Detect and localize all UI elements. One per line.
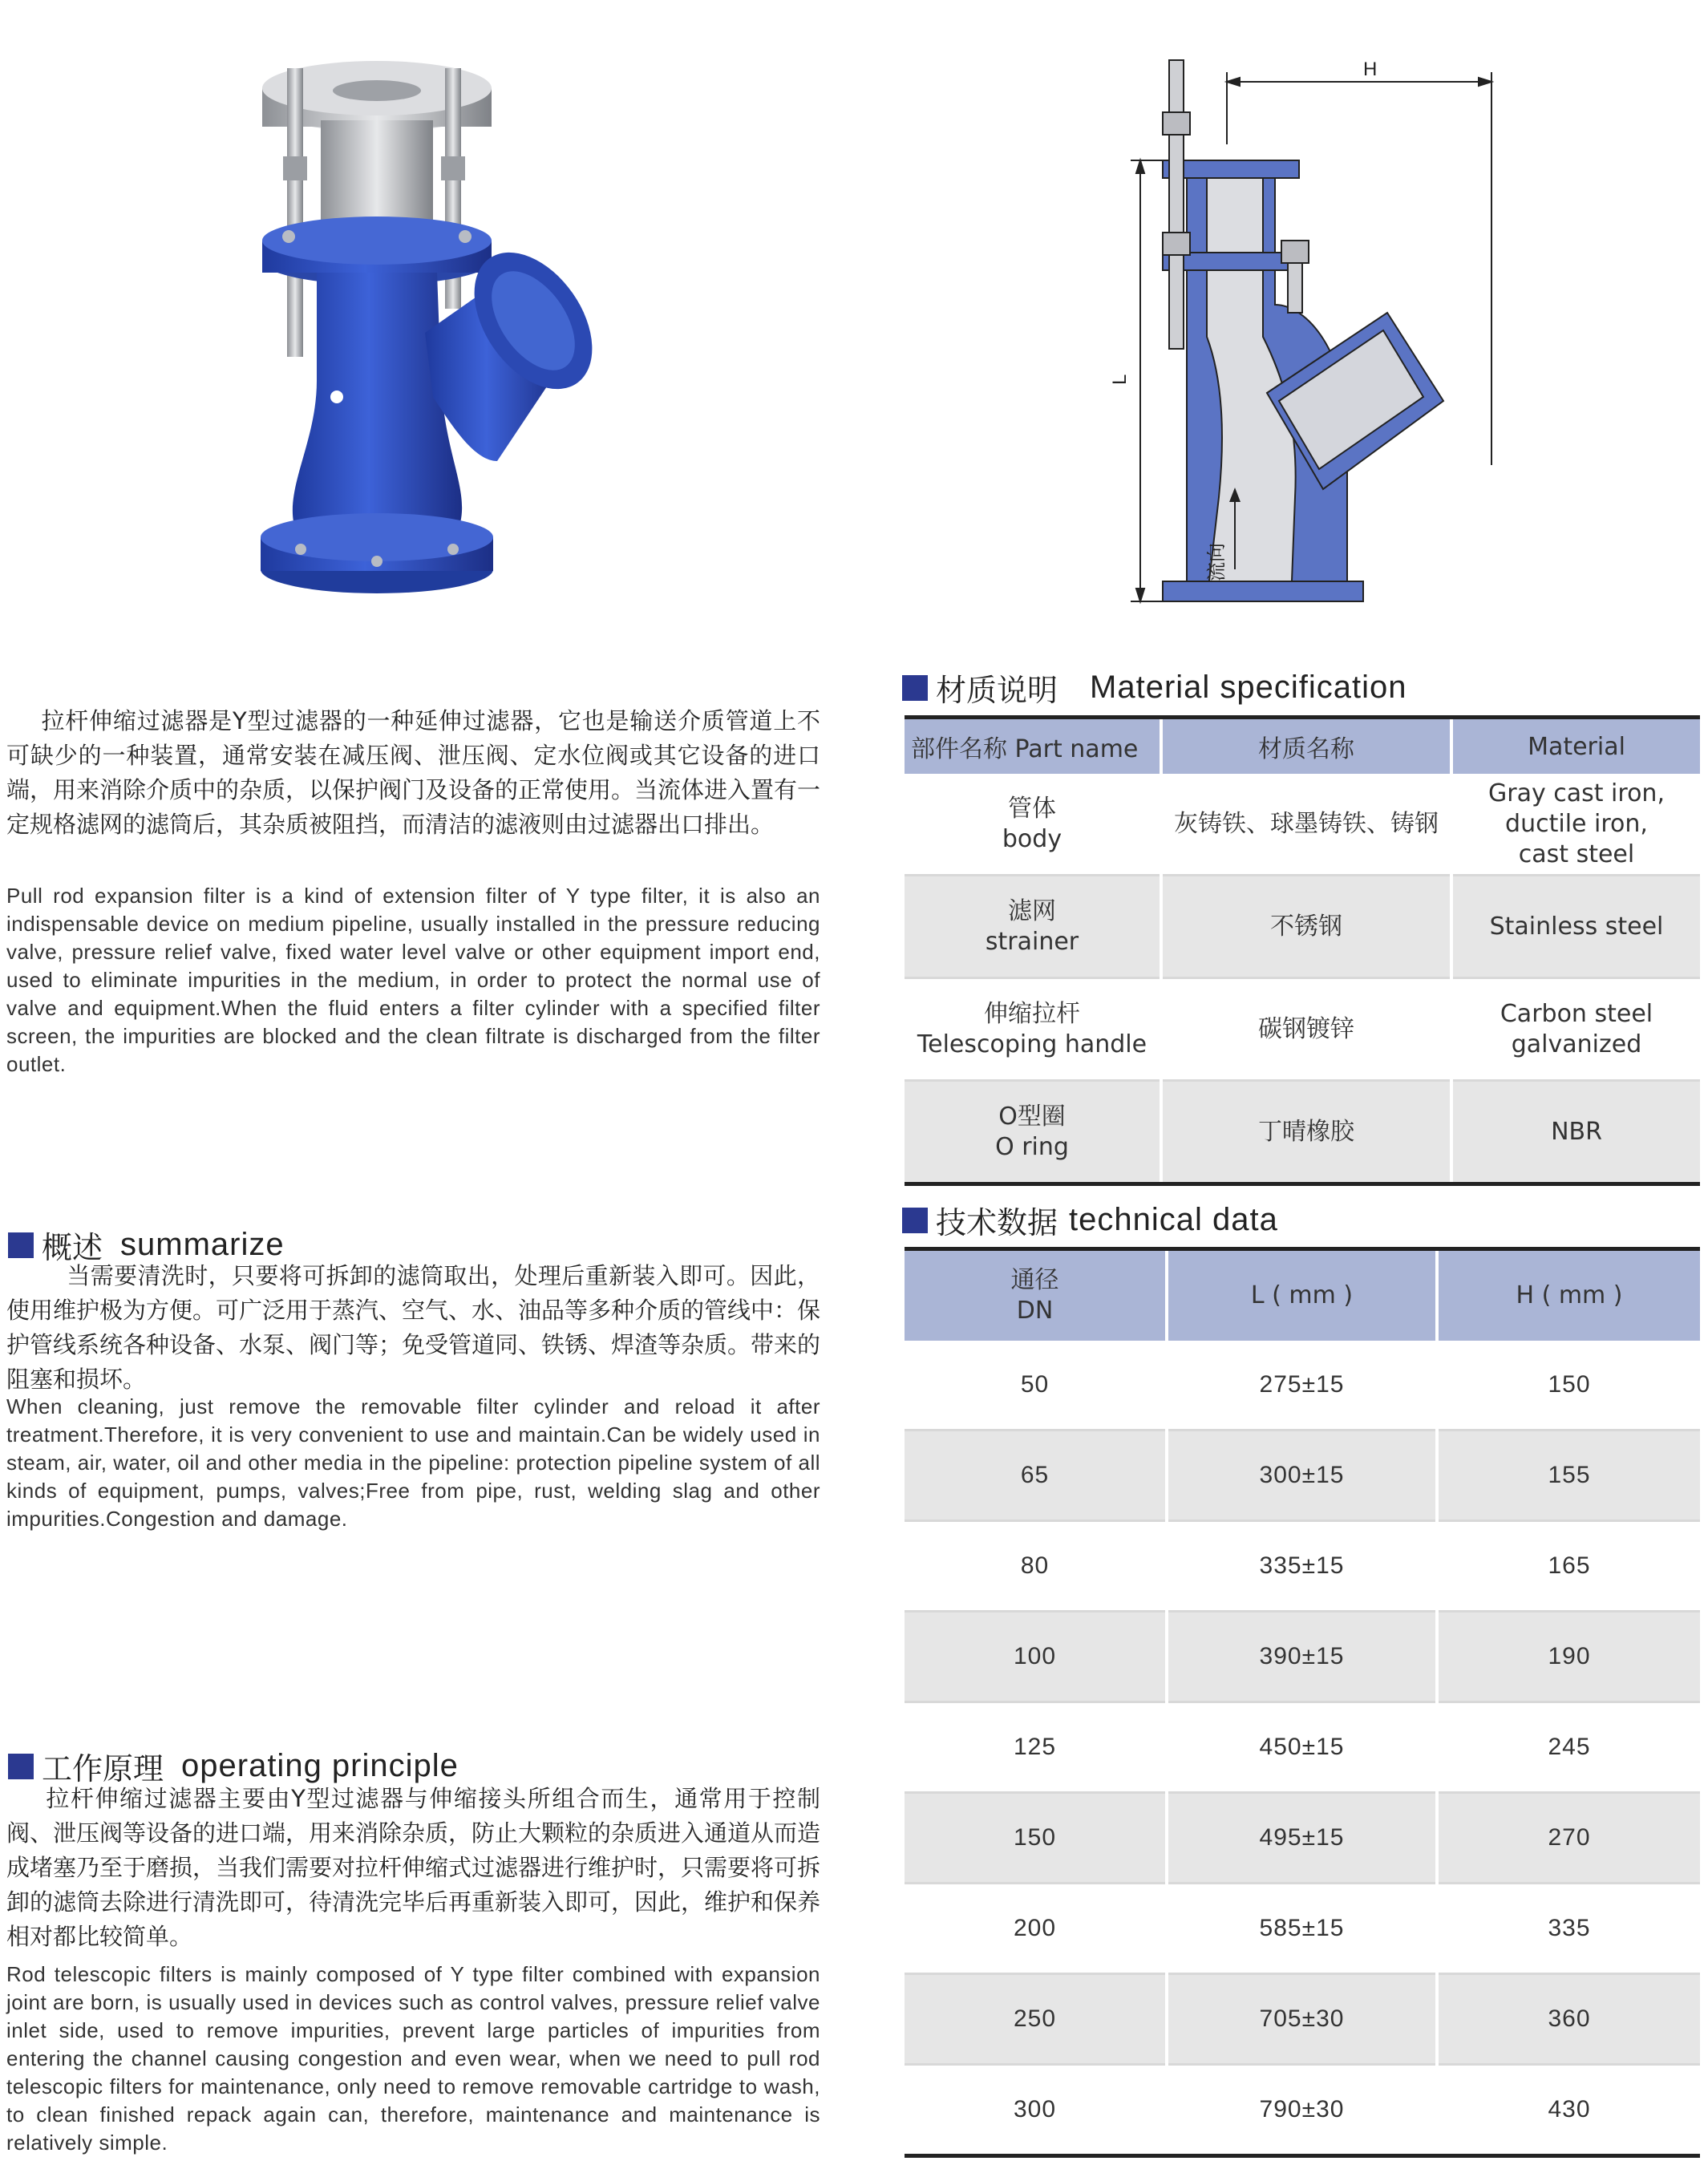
material-en: Carbon steel galvanized [1451, 978, 1700, 1081]
dn-cell: 200 [905, 1884, 1167, 1974]
material-cn: 碳钢镀锌 [1161, 978, 1451, 1081]
product-photo [241, 44, 642, 605]
dn-cell: 250 [905, 1974, 1167, 2065]
material-header-mat-en: Material [1451, 718, 1700, 775]
material-row [905, 774, 1700, 876]
tech-row [905, 1521, 1700, 1612]
l-cell: 495±15 [1167, 1793, 1437, 1884]
summarize-en-paragraph: When cleaning, just remove the removable filter cylinder and reload it after treatment.Therefore, it is very convenient to use and maintain.Can be widely used in steam, air, water, oil and other media in the pipeline: protection pipeline system of all kinds of equipment, pumps, valves;Free from pipe, rust, welding slag and other impurities.Congestion and damage. [6, 1394, 820, 1531]
dn-cell: 150 [905, 1793, 1167, 1884]
tech-header-l: L ( mm ) [1167, 1249, 1437, 1341]
intro-cn-paragraph: 拉杆伸缩过滤器是Y型过滤器的一种延伸过滤器，它也是输送介质管道上不可缺少的一种装置，通常安装在减压阀、泄压阀、定水位阀或其它设备的进口端，用来消除介质中的杂质，以保护阀门及设备的正常使用。当流体进入置有一定规格滤网的滤筒后，其杂质被阻挡，而清洁的滤液则由过滤器出口排出。 [6, 707, 821, 838]
part-name-en: strainer [985, 927, 1079, 956]
principle-cn-paragraph: 拉杆伸缩过滤器主要由Y型过滤器与伸缩接头所组合而生，通常用于控制阀、泄压阀等设备的进口端，用来消除杂质，防止大颗粒的杂质进入通道从而造成堵塞乃至于磨损，当我们需要对拉杆伸缩式过滤器进行维护时，只需要将可拆卸的滤筒去除进行清洗即可，待清洗完毕后再重新装入即可，因此，维护和保养相对都比较简单。 [6, 1785, 821, 1950]
material-table [905, 715, 1700, 1186]
part-name-cn: O型圈 [998, 1102, 1066, 1131]
flow-direction-label: 流向 [1205, 543, 1228, 581]
section-square-icon [902, 1208, 928, 1233]
l-cell: 790±30 [1167, 2065, 1437, 2156]
material-cn: 丁晴橡胶 [1161, 1081, 1451, 1184]
dn-cell: 100 [905, 1612, 1167, 1702]
h-cell: 335 [1437, 1884, 1700, 1974]
intro-en-paragraph: Pull rod expansion filter is a kind of extension filter of Y type filter, it is also an indispensable device on medium pipeline, usually installed in the pressure reducing valve, pressure relief valve, fixed water level valve or other equipment import end, used to eliminate impurities in the medium, in order to protect the normal use of valve and equipment.When the fluid enters a filter cylinder with a specified filter screen, the impurities are blocked and the clean filtrate is discharged from the filter outlet. [6, 884, 820, 1076]
material-en: Gray cast iron, ductile iron, cast steel [1451, 774, 1700, 876]
dn-cell: 80 [905, 1521, 1167, 1612]
part-name-cn: 伸缩拉杆 [984, 999, 1080, 1028]
l-cell: 585±15 [1167, 1884, 1437, 1974]
h-cell: 430 [1437, 2065, 1700, 2156]
tech-title-en: technical data [1069, 1202, 1278, 1237]
material-title-cn: 材质说明 [936, 673, 1058, 708]
summarize-title-cn: 概述 [42, 1230, 103, 1265]
material-heading [902, 666, 1407, 710]
h-cell: 190 [1437, 1612, 1700, 1702]
tech-table [905, 1247, 1700, 2158]
h-cell: 270 [1437, 1793, 1700, 1884]
tech-row [905, 1793, 1700, 1884]
summarize-title-en: summarize [120, 1227, 285, 1262]
section-square-icon [8, 1232, 34, 1258]
tech-row [905, 1341, 1700, 1431]
dimension-l-label: L [1109, 374, 1131, 385]
tech-row [905, 1431, 1700, 1521]
dn-cell: 65 [905, 1431, 1167, 1521]
tech-row [905, 1612, 1700, 1702]
principle-title-cn: 工作原理 [42, 1751, 164, 1787]
section-square-icon [902, 675, 928, 701]
part-name-cn: 管体 [1008, 794, 1056, 823]
h-cell: 155 [1437, 1431, 1700, 1521]
l-cell: 705±30 [1167, 1974, 1437, 2065]
tech-title-cn: 技术数据 [936, 1205, 1058, 1240]
material-en: NBR [1451, 1081, 1700, 1184]
tech-header-dn: 通径 DN [905, 1249, 1167, 1341]
l-cell: 335±15 [1167, 1521, 1437, 1612]
h-cell: 360 [1437, 1974, 1700, 2065]
material-cn: 灰铸铁、球墨铸铁、铸钢 [1161, 774, 1451, 876]
tech-row [905, 1974, 1700, 2065]
material-title-en: Material specification [1090, 670, 1407, 705]
dn-cell: 50 [905, 1341, 1167, 1431]
l-cell: 450±15 [1167, 1702, 1437, 1793]
tech-header-h: H ( mm ) [1437, 1249, 1700, 1341]
part-name-en: body [1002, 824, 1062, 853]
dimension-h-label: H [1363, 59, 1378, 80]
summarize-cn-paragraph: 当需要清洗时，只要将可拆卸的滤筒取出，处理后重新装入即可。因此，使用维护极为方便。可广泛用于蒸汽、空气、水、油品等多种介质的管线中：保护管线系统各种设备、水泵、阀门等；免受管道同、铁锈、焊渣等杂质。带来的阻塞和损坏。 [6, 1262, 821, 1393]
material-en: Stainless steel [1451, 876, 1700, 978]
l-cell: 390±15 [1167, 1612, 1437, 1702]
l-cell: 275±15 [1167, 1341, 1437, 1431]
part-name-cn: 滤网 [1008, 896, 1056, 925]
principle-title-en: operating principle [181, 1748, 459, 1783]
tech-row [905, 1702, 1700, 1793]
tech-heading [902, 1198, 1278, 1242]
material-row [905, 1081, 1700, 1184]
tech-header-row [905, 1249, 1700, 1341]
h-cell: 150 [1437, 1341, 1700, 1431]
material-header-mat-cn: 材质名称 [1161, 718, 1451, 775]
principle-en-paragraph: Rod telescopic filters is mainly composed of Y type filter combined with expansion joint are born, is usually used in devices such as control valves, pressure relief valve inlet side, used to remove impurities, prevent large particles of impurities from entering the channel causing congestion and even wear, when we need to pull rod telescopic filters for maintenance, only need to remove removable cartridge to wash, to clean finished repack again can, therefore, maintenance and maintenance is relatively simple. [6, 1962, 820, 2155]
h-cell: 165 [1437, 1521, 1700, 1612]
material-row [905, 978, 1700, 1081]
section-square-icon [8, 1754, 34, 1779]
dn-cell: 300 [905, 2065, 1167, 2156]
tech-row [905, 2065, 1700, 2156]
technical-drawing [1107, 48, 1524, 617]
part-name-en: Telescoping handle [917, 1030, 1147, 1058]
dn-cell: 125 [905, 1702, 1167, 1793]
material-header-part: 部件名称 Part name [905, 718, 1161, 775]
material-row [905, 876, 1700, 978]
material-header-row [905, 718, 1700, 775]
material-cn: 不锈钢 [1161, 876, 1451, 978]
l-cell: 300±15 [1167, 1431, 1437, 1521]
h-cell: 245 [1437, 1702, 1700, 1793]
tech-table-body [905, 1341, 1700, 2156]
tech-row [905, 1884, 1700, 1974]
part-name-en: O ring [995, 1132, 1069, 1161]
